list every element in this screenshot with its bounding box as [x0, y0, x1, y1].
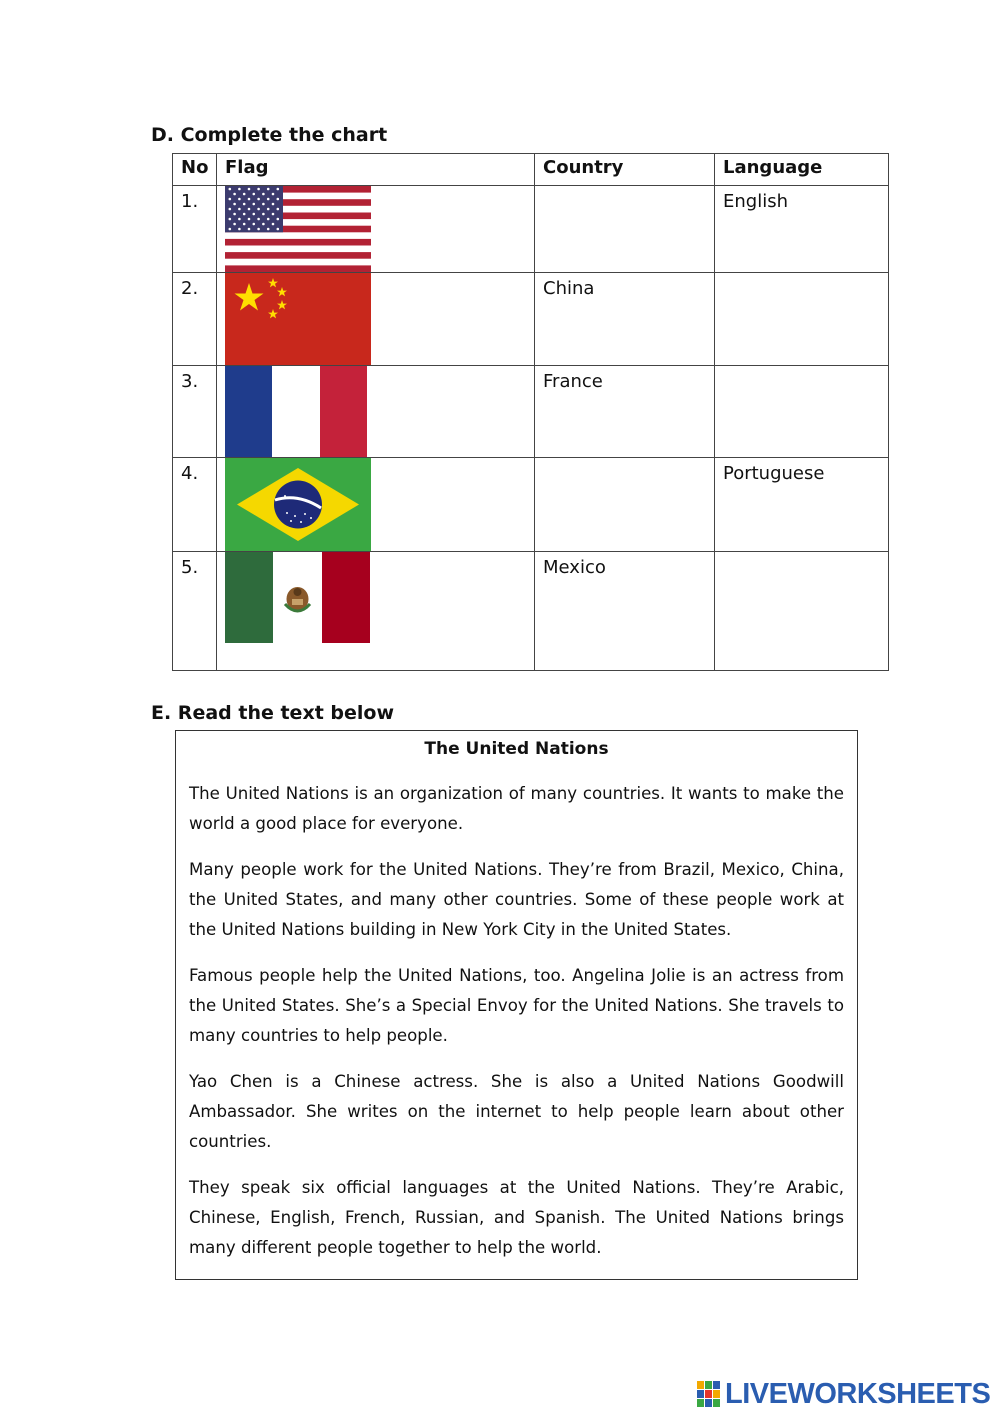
- flag-cell: [217, 458, 535, 552]
- usa-flag-icon: [225, 186, 371, 272]
- row-number: 3.: [173, 366, 217, 458]
- header-language: Language: [715, 154, 889, 186]
- usa-star: [277, 228, 280, 231]
- usa-star: [229, 208, 232, 211]
- liveworksheets-logo-icon: [697, 1381, 721, 1407]
- usa-star: [277, 218, 280, 221]
- reading-title: The United Nations: [424, 739, 609, 759]
- table-row: [173, 552, 889, 671]
- usa-star: [277, 208, 280, 211]
- brazil-flag-icon: [225, 458, 371, 551]
- usa-star: [262, 223, 265, 226]
- flag-cell: [217, 186, 535, 273]
- usa-star: [229, 218, 232, 221]
- usa-star: [257, 188, 260, 191]
- country-cell[interactable]: [535, 186, 715, 273]
- paragraph: The United Nations is an organization of many countries. It wants to make the world a good place for everyone.: [189, 784, 844, 833]
- usa-star: [267, 208, 270, 211]
- usa-star: [257, 198, 260, 201]
- usa-star: [262, 193, 265, 196]
- table-row: [173, 186, 889, 273]
- usa-star: [253, 193, 256, 196]
- usa-star: [243, 213, 246, 216]
- usa-star: [229, 188, 232, 191]
- usa-star: [238, 228, 241, 231]
- usa-star: [238, 208, 241, 211]
- usa-star: [253, 203, 256, 206]
- usa-star: [262, 213, 265, 216]
- usa-star: [248, 208, 251, 211]
- usa-star: [267, 188, 270, 191]
- usa-star: [267, 218, 270, 221]
- header-no: No: [173, 154, 217, 186]
- usa-star: [267, 228, 270, 231]
- liveworksheets-logo[interactable]: [697, 1375, 990, 1413]
- usa-star: [238, 188, 241, 191]
- usa-star: [257, 228, 260, 231]
- country-cell: China: [535, 273, 715, 366]
- usa-star: [248, 228, 251, 231]
- usa-star: [272, 193, 275, 196]
- language-cell[interactable]: [715, 366, 889, 458]
- language-cell: English: [715, 186, 889, 273]
- language-cell[interactable]: [715, 273, 889, 366]
- country-chart: [172, 153, 889, 671]
- chart-header-row: [173, 154, 889, 186]
- paragraph: Famous people help the United Nations, too. Angelina Jolie is an actress from the United States. She’s a Special Envoy for the United Nations. She travels to many countries to help people.: [189, 966, 844, 1045]
- usa-star: [272, 203, 275, 206]
- usa-star: [229, 198, 232, 201]
- flag-cell: [217, 366, 535, 458]
- paragraph: Many people work for the United Nations. They’re from Brazil, Mexico, China, the United States, and many other countries. Some of these people work at the United Nations building in New York City in the United States.: [189, 860, 844, 939]
- usa-star: [257, 218, 260, 221]
- table-row: [173, 273, 889, 366]
- usa-star: [233, 223, 236, 226]
- table-row: [173, 458, 889, 552]
- france-flag-icon: [225, 366, 367, 457]
- language-cell[interactable]: [715, 552, 889, 671]
- reading-box: [175, 730, 858, 1280]
- usa-star: [243, 203, 246, 206]
- usa-star: [272, 223, 275, 226]
- country-cell[interactable]: [535, 458, 715, 552]
- usa-star: [257, 208, 260, 211]
- header-country: Country: [535, 154, 715, 186]
- flag-cell: [217, 552, 535, 671]
- usa-star: [272, 213, 275, 216]
- china-flag-icon: [225, 273, 371, 365]
- usa-star: [248, 198, 251, 201]
- country-cell: France: [535, 366, 715, 458]
- usa-star: [253, 213, 256, 216]
- section-d-heading: D. Complete the chart: [151, 124, 388, 146]
- country-cell: Mexico: [535, 552, 715, 671]
- usa-star: [233, 203, 236, 206]
- usa-star: [262, 203, 265, 206]
- row-number: 4.: [173, 458, 217, 552]
- row-number: 5.: [173, 552, 217, 671]
- table-row: [173, 366, 889, 458]
- usa-star: [248, 188, 251, 191]
- paragraph: They speak six official languages at the United Nations. They’re Arabic, Chinese, English, French, Russian, and Spanish. The United Nations brings many different people together to help the world.: [189, 1178, 844, 1257]
- usa-star: [277, 198, 280, 201]
- usa-star: [277, 188, 280, 191]
- flag-cell: [217, 273, 535, 366]
- usa-star: [233, 213, 236, 216]
- language-cell: Portuguese: [715, 458, 889, 552]
- logo-text: LIVEWORKSHEETS: [725, 1377, 991, 1410]
- usa-star: [253, 223, 256, 226]
- row-number: 2.: [173, 273, 217, 366]
- usa-star: [233, 193, 236, 196]
- paragraph: Yao Chen is a Chinese actress. She is also a United Nations Goodwill Ambassador. She writes on the internet to help people learn about other countries.: [189, 1072, 844, 1151]
- usa-star: [238, 198, 241, 201]
- section-e-heading: E. Read the text below: [151, 702, 395, 724]
- usa-star: [229, 228, 232, 231]
- row-number: 1.: [173, 186, 217, 273]
- usa-star: [243, 223, 246, 226]
- usa-star: [243, 193, 246, 196]
- header-flag: Flag: [217, 154, 535, 186]
- usa-star: [267, 198, 270, 201]
- usa-star: [248, 218, 251, 221]
- usa-star: [238, 218, 241, 221]
- mexico-flag-icon: [225, 552, 370, 643]
